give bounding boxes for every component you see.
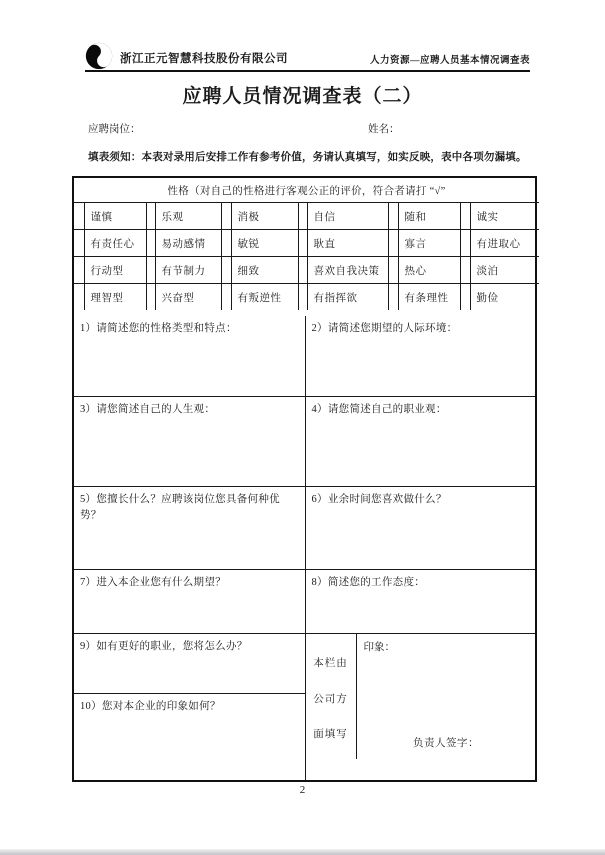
question-text: 10）您对本企业的印象如何？ bbox=[80, 701, 221, 712]
trait-checkbox-cell[interactable] bbox=[146, 230, 155, 257]
impression-label: 印象： bbox=[363, 642, 395, 653]
trait-label: 喜欢自我决策 bbox=[307, 257, 388, 284]
name-field-label: 姓名： bbox=[368, 124, 400, 135]
survey-form-table bbox=[72, 176, 537, 782]
trait-checkbox-cell[interactable] bbox=[74, 230, 84, 257]
trait-checkbox-cell[interactable] bbox=[460, 203, 470, 230]
trait-label: 有节制力 bbox=[155, 257, 221, 284]
question-text: 4）请您简述自己的职业观： bbox=[311, 404, 447, 415]
trait-label: 谨慎 bbox=[84, 203, 146, 230]
trait-checkbox-cell[interactable] bbox=[221, 230, 231, 257]
trait-label: 自信 bbox=[307, 203, 388, 230]
trait-checkbox-cell[interactable] bbox=[388, 284, 398, 311]
trait-checkbox-cell[interactable] bbox=[298, 257, 307, 284]
trait-label: 有指挥欲 bbox=[307, 284, 388, 311]
trait-label: 乐观 bbox=[155, 203, 221, 230]
trait-label: 淡泊 bbox=[470, 257, 539, 284]
answer-area-q6[interactable] bbox=[305, 487, 535, 570]
impression-area[interactable] bbox=[357, 634, 536, 759]
trait-label: 随和 bbox=[398, 203, 460, 230]
company-logo-icon bbox=[85, 42, 113, 70]
questions-table bbox=[74, 316, 535, 780]
company-fill-line: 本栏由 bbox=[313, 658, 348, 669]
question-text: 5）您擅长什么？应聘该岗位您具备何种优势？ bbox=[80, 494, 280, 521]
trait-label: 热心 bbox=[398, 257, 460, 284]
personality-table bbox=[74, 178, 539, 310]
trait-checkbox-cell[interactable] bbox=[146, 257, 155, 284]
document-header bbox=[85, 38, 530, 72]
position-field-label: 应聘岗位： bbox=[88, 124, 141, 135]
trait-checkbox-cell[interactable] bbox=[460, 284, 470, 311]
page-number: 2 bbox=[299, 784, 306, 796]
trait-label: 诚实 bbox=[470, 203, 539, 230]
trait-label: 有进取心 bbox=[470, 230, 539, 257]
question-text: 6）业余时间您喜欢做什么？ bbox=[311, 494, 447, 505]
trait-checkbox-cell[interactable] bbox=[221, 203, 231, 230]
answer-area-q8[interactable] bbox=[305, 570, 535, 634]
answer-area-q4[interactable] bbox=[305, 397, 535, 487]
trait-checkbox-cell[interactable] bbox=[298, 203, 307, 230]
trait-label: 消极 bbox=[231, 203, 298, 230]
trait-checkbox-cell[interactable] bbox=[146, 284, 155, 311]
answer-area-q3[interactable] bbox=[74, 397, 305, 487]
answer-area-q1[interactable] bbox=[74, 316, 305, 397]
question-text: 7）进入本企业您有什么期望？ bbox=[80, 577, 226, 588]
company-fill-line: 公司方 bbox=[313, 693, 348, 705]
trait-checkbox-cell[interactable] bbox=[388, 257, 398, 284]
question-text: 1）请简述您的性格类型和特点： bbox=[80, 323, 237, 334]
trait-label: 行动型 bbox=[84, 257, 146, 284]
trait-label: 勤俭 bbox=[470, 284, 539, 311]
doc-type-label: 人力资源—应聘人员基本情况调查表 bbox=[369, 56, 530, 66]
question-text: 8）简述您的工作态度： bbox=[311, 577, 426, 588]
trait-checkbox-cell[interactable] bbox=[298, 284, 307, 311]
header-brand bbox=[85, 42, 288, 70]
signature-label: 负责人签字： bbox=[413, 738, 479, 749]
company-fill-note bbox=[306, 634, 357, 759]
trait-label: 理智型 bbox=[84, 284, 146, 311]
top-fields-row bbox=[88, 121, 530, 136]
trait-label: 易动感情 bbox=[155, 230, 221, 257]
trait-checkbox-cell[interactable] bbox=[221, 284, 231, 311]
page-bottom-edge bbox=[0, 849, 605, 855]
answer-area-q5[interactable] bbox=[74, 487, 305, 570]
trait-label: 兴奋型 bbox=[155, 284, 221, 311]
trait-label: 耿直 bbox=[307, 230, 388, 257]
trait-checkbox-cell[interactable] bbox=[74, 284, 84, 311]
trait-checkbox-cell[interactable] bbox=[388, 203, 398, 230]
trait-checkbox-cell[interactable] bbox=[298, 230, 307, 257]
trait-checkbox-cell[interactable] bbox=[388, 230, 398, 257]
trait-checkbox-cell[interactable] bbox=[460, 230, 470, 257]
answer-area-q2[interactable] bbox=[305, 316, 535, 397]
trait-checkbox-cell[interactable] bbox=[74, 203, 84, 230]
question-text: 2）请简述您期望的人际环境： bbox=[311, 323, 458, 334]
trait-label: 细致 bbox=[231, 257, 298, 284]
page-title: 应聘人员情况调查表（二） bbox=[182, 86, 423, 107]
trait-label: 寡言 bbox=[398, 230, 460, 257]
answer-area-q10[interactable] bbox=[74, 694, 305, 781]
personality-header: 性格（对自己的性格进行客观公正的评价，符合者请打 “√” bbox=[74, 178, 539, 203]
answer-area-q7[interactable] bbox=[74, 570, 305, 634]
trait-label: 有责任心 bbox=[84, 230, 146, 257]
trait-checkbox-cell[interactable] bbox=[460, 257, 470, 284]
question-text: 3）请您简述自己的人生观： bbox=[80, 404, 216, 415]
company-fill-line: 面填写 bbox=[313, 729, 348, 740]
trait-checkbox-cell[interactable] bbox=[74, 257, 84, 284]
trait-label: 有条理性 bbox=[398, 284, 460, 311]
trait-checkbox-cell[interactable] bbox=[221, 257, 231, 284]
trait-label: 敏锐 bbox=[231, 230, 298, 257]
question-text: 9）如有更好的职业，您将怎么办？ bbox=[80, 641, 248, 652]
company-name: 浙江正元智慧科技股份有限公司 bbox=[120, 53, 288, 65]
trait-label: 有叛逆性 bbox=[231, 284, 298, 311]
fill-instructions: 填表须知：本表对录用后安排工作有参考价值，务请认真填写，如实反映，表中各项勿漏填。 bbox=[88, 152, 527, 163]
company-use-section bbox=[305, 634, 535, 781]
trait-checkbox-cell[interactable] bbox=[146, 203, 155, 230]
answer-area-q9[interactable] bbox=[74, 634, 305, 694]
